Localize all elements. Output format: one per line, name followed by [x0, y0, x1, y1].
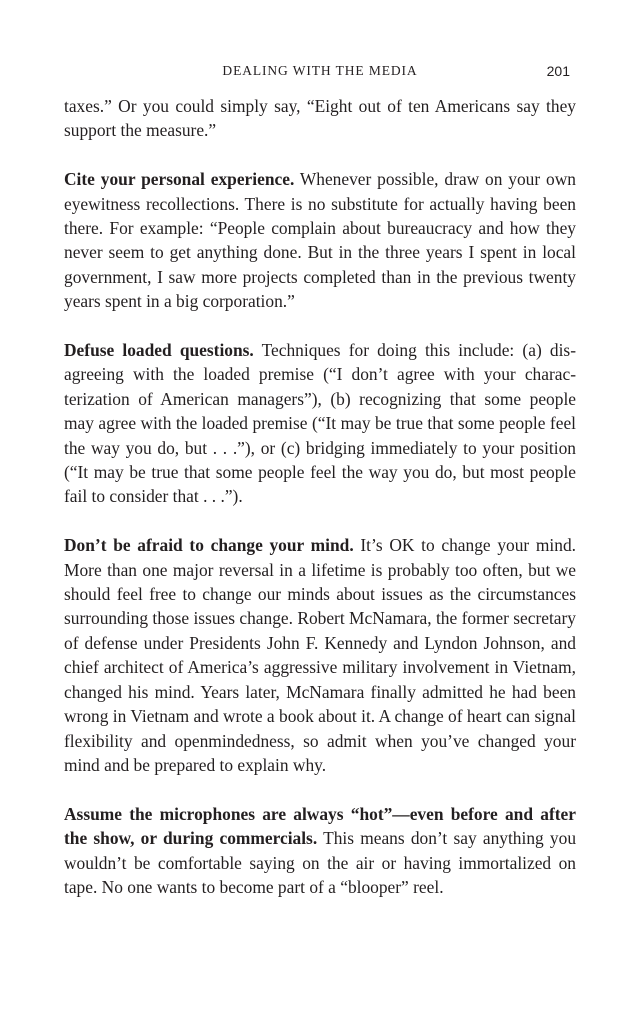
paragraph-text: Techniques for doing this include: (a) disagreeing with the loaded premise (“I don’t agree with your characterization of American managers”), (b) recognizing that some people may agree with the loaded premise (“It may be true that some people feel the way you do, but . . .”), or (c) bridging immediately to your position (“It may be true that some people feel the way you do, but most people fail to consider that . . .”). [64, 340, 576, 507]
running-header [64, 62, 576, 82]
paragraph-text: This means don’t say anything you wouldn’t be comfortable saying on the air or having immortalized on tape. No one wants to become part of a “blooper” reel. [64, 828, 577, 897]
running-title: DEALING WITH THE MEDIA [222, 63, 418, 78]
paragraph-cite-experience [64, 167, 576, 313]
paragraph-text: taxes.” Or you could simply say, “Eight out of ten Americans say they support the measure.” [64, 96, 576, 141]
paragraph-defuse-questions [64, 338, 576, 509]
paragraph-hot-microphones [64, 802, 576, 900]
run-in-heading: Assume the microphones are always “hot”—even before and after the show, or during commercials. [64, 803, 576, 849]
run-in-heading: Cite your personal experience. [64, 169, 295, 190]
run-in-heading: Don’t be afraid to change your mind. [64, 535, 354, 556]
run-in-heading: Defuse loaded questions. [64, 340, 254, 361]
paragraph-continuation [64, 94, 576, 143]
paragraph-text: It’s OK to change your mind. More than one major reversal in a lifetime is probably too often, but we should feel free to change our minds about issues as the circumstances surrounding those issues change. Robert McNamara, the former secretary of defense under Presidents John F. Kennedy and Lyndon Johnson, and chief architect of America’s aggressive military involvement in Vietnam, changed his mind. Years later, McNamara finally admitted he had been wrong in Vietnam and wrote a book about it. A change of heart can signal flexibility and openmindedness, so admit when you’ve changed your mind and be prepared to explain why. [64, 535, 577, 775]
body-text [64, 94, 576, 899]
paragraph-change-mind [64, 533, 576, 777]
paragraph-text: Whenever possible, draw on your own eyewitness recollections. There is no substitute for actually having been there. For example: “People complain about bureaucracy and how they never seem to get anything done. But in the three years I spent in local government, I saw more projects completed than in the previous twenty years spent in a big corporation.” [64, 169, 576, 312]
page-number: 201 [546, 63, 570, 79]
